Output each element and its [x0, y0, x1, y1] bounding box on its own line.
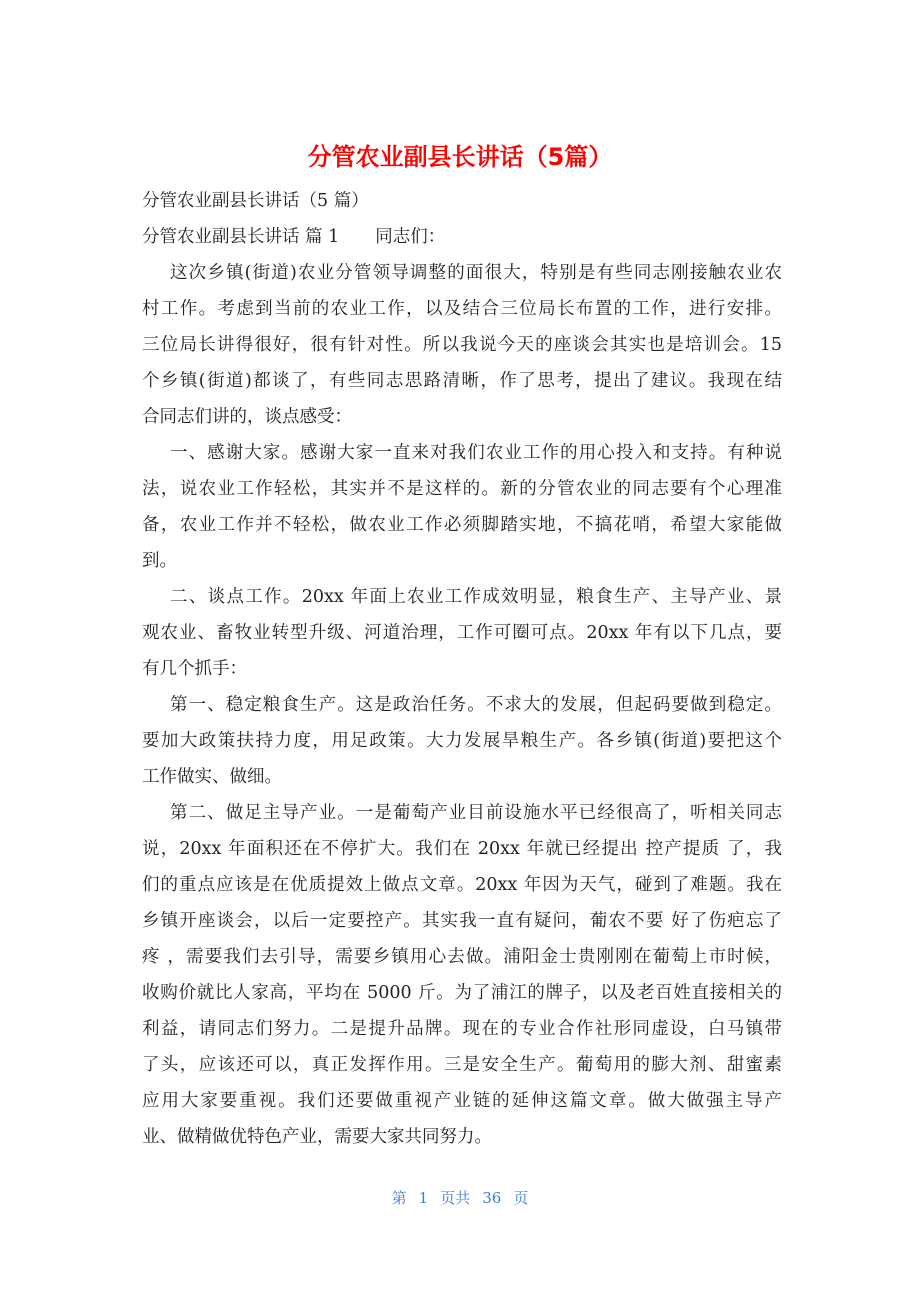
paragraph-line: 有几个抓手：	[142, 659, 247, 679]
salutation: 同志们：	[375, 227, 446, 247]
paragraph-line: 个乡镇(街道)都谈了，有些同志思路清晰，作了思考，提出了建议。我现在结	[142, 371, 782, 391]
paragraph-line: 要加大政策扶持力度，用足政策。大力发展旱粮生产。各乡镇(街道)要把这个	[142, 731, 782, 751]
paragraph-line: 三位局长讲得很好，很有针对性。所以我说今天的座谈会其实也是培训会。15	[142, 335, 782, 355]
paragraphs	[142, 255, 782, 1155]
paragraph-line: 收购价就比人家高，平均在 5000 斤。为了浦江的牌子，以及老百姓直接相关的	[142, 983, 782, 1003]
paragraph-line: 备，农业工作并不轻松，做农业工作必须脚踏实地，不搞花哨，希望大家能做	[142, 515, 782, 535]
paragraph-line: 这次乡镇(街道)农业分管领导调整的面很大，特别是有些同志刚接触农业农	[170, 263, 782, 283]
paragraph-line: 们的重点应该是在优质提效上做点文章。20xx 年因为天气，碰到了难题。我在	[142, 875, 782, 895]
paragraph	[142, 795, 782, 1155]
paragraph-line: 村工作。考虑到当前的农业工作，以及结合三位局长布置的工作，进行安排。	[142, 299, 782, 319]
document-body	[142, 183, 782, 1155]
paragraph-line: 了头，应该还可以，真正发挥作用。三是安全生产。葡萄用的膨大剂、甜蜜素	[142, 1055, 782, 1075]
document-title: 分管农业副县长讲话（5篇）	[307, 143, 613, 171]
paragraph-line: 二、谈点工作。20xx 年面上农业工作成效明显，粮食生产、主导产业、景	[170, 587, 782, 607]
paragraph-line: 第一、稳定粮食生产。这是政治任务。不求大的发展，但起码要做到稳定。	[170, 695, 782, 715]
paragraph-line: 说，20xx 年面积还在不停扩大。我们在 20xx 年就已经提出 控产提质 了，我	[142, 839, 782, 859]
page-prefix: 第	[391, 1189, 407, 1207]
document-subtitle: 分管农业副县长讲话（5 篇）	[142, 191, 369, 211]
paragraph-line: 观农业、畜牧业转型升级、河道治理，工作可圈可点。20xx 年有以下几点，要	[142, 623, 782, 643]
page-footer	[0, 1186, 920, 1210]
paragraph-line: 应用大家要重视。我们还要做重视产业链的延伸这篇文章。做大做强主导产	[142, 1091, 782, 1111]
paragraph-line: 乡镇开座谈会，以后一定要控产。其实我一直有疑问，葡农不要 好了伤疤忘了	[142, 911, 782, 931]
page-total: 36	[482, 1189, 502, 1207]
paragraph	[142, 435, 782, 579]
paragraph-line: 疼 ，需要我们去引导，需要乡镇用心去做。浦阳金士贵刚刚在葡萄上市时候，	[142, 947, 782, 967]
paragraph-line: 业、做精做优特色产业，需要大家共同努力。	[142, 1127, 492, 1147]
page-number: 1	[418, 1189, 429, 1207]
paragraph-line: 工作做实、做细。	[142, 767, 282, 787]
paragraph-line: 一、感谢大家。感谢大家一直来对我们农业工作的用心投入和支持。有种说	[170, 443, 782, 463]
paragraph	[142, 687, 782, 795]
paragraph-line: 第二、做足主导产业。一是葡萄产业目前设施水平已经很高了，听相关同志	[170, 803, 782, 823]
paragraph-line: 到。	[142, 551, 177, 571]
paragraph-line: 法，说农业工作轻松，其实并不是这样的。新的分管农业的同志要有个心理准	[142, 479, 782, 499]
page-mid: 页共	[440, 1189, 471, 1207]
paragraph-line: 利益，请同志们努力。二是提升品牌。现在的专业合作社形同虚设，白马镇带	[142, 1019, 782, 1039]
section-heading	[142, 219, 782, 255]
paragraph	[142, 255, 782, 435]
paragraph	[142, 579, 782, 687]
paragraph-line: 合同志们讲的，谈点感受：	[142, 407, 352, 427]
page-suffix: 页	[513, 1189, 529, 1207]
section-part-label: 分管农业副县长讲话 篇 1	[142, 227, 340, 247]
